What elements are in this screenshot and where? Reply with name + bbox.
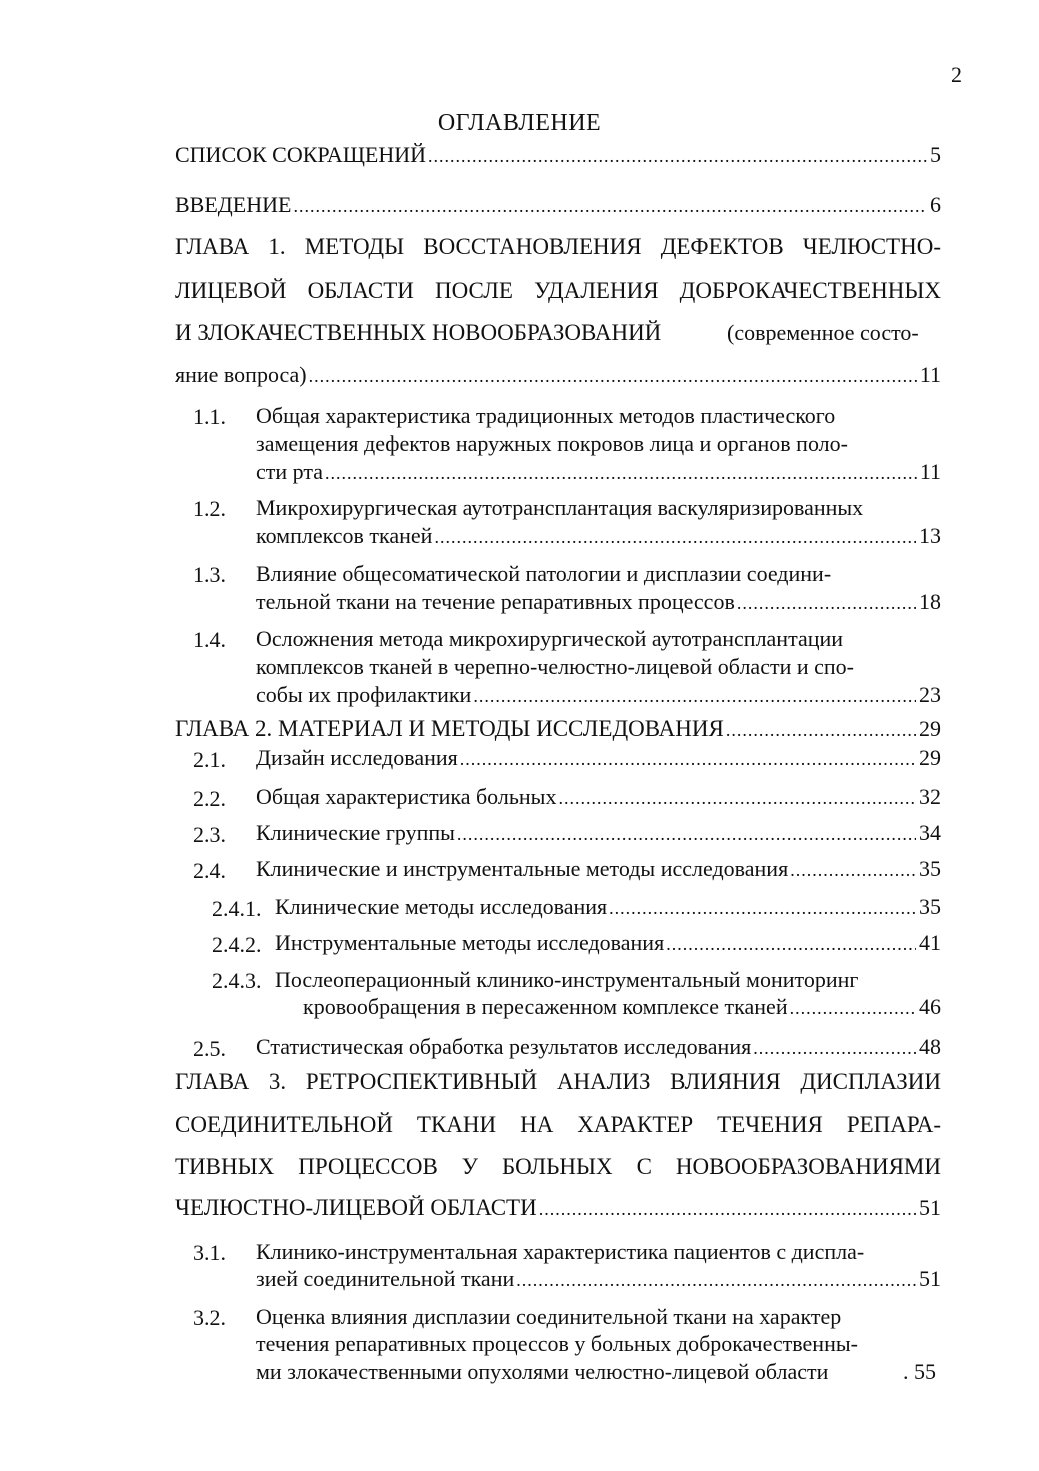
section-title-line[interactable]: Общая характеристика традиционных методов пластического <box>256 403 836 428</box>
toc-entry-chapter-2[interactable] <box>175 716 941 742</box>
toc-entry-section-2-4-2[interactable] <box>275 930 941 956</box>
toc-page-number: 13 <box>919 523 941 548</box>
section-title-line[interactable]: ми злокачественными опухолями челюстно-лицевой области <box>256 1359 829 1384</box>
leader-dots <box>609 898 916 919</box>
leader-dots <box>460 749 916 770</box>
toc-entry-label: Статистическая обработка результатов исследования <box>256 1034 752 1059</box>
toc-entry-section-1-1[interactable] <box>256 459 941 485</box>
chapter-1-heading-line[interactable]: ЛИЦЕВОЙ ОБЛАСТИ ПОСЛЕ УДАЛЕНИЯ ДОБРОКАЧЕСТВЕННЫХ <box>175 278 941 303</box>
toc-page-number: 35 <box>919 894 941 919</box>
toc-entry-section-2-2[interactable] <box>256 784 941 810</box>
toc-entry-section-2-3[interactable] <box>256 820 941 846</box>
toc-entry-label: Клинические методы исследования <box>275 894 608 919</box>
chapter-1-heading-line[interactable]: И ЗЛОКАЧЕСТВЕННЫХ НОВООБРАЗОВАНИЙ <box>175 320 662 345</box>
leader-dots <box>457 824 916 845</box>
toc-page-number: 11 <box>919 459 941 484</box>
toc-page-number: 46 <box>919 994 941 1019</box>
section-title-line[interactable]: течения репаративных процессов у больных доброкачественны- <box>256 1331 858 1356</box>
section-number: 1.2. <box>193 496 226 521</box>
toc-page-number: 11 <box>919 362 941 387</box>
toc-entry-label: Дизайн исследования <box>256 745 458 770</box>
toc-entry-section-2-1[interactable] <box>256 745 941 771</box>
toc-page-number: 51 <box>919 1266 941 1291</box>
toc-entry-section-2-4-1[interactable] <box>275 894 941 920</box>
toc-page-number: 6 <box>930 192 941 217</box>
leader-dots <box>666 934 916 955</box>
toc-title: ОГЛАВЛЕНИЕ <box>437 110 602 136</box>
section-number: 1.4. <box>193 627 226 652</box>
leader-dots <box>516 1270 916 1291</box>
toc-page-number: 41 <box>919 930 941 955</box>
section-number: 2.3. <box>193 822 226 847</box>
chapter-1-heading-line[interactable]: (современное состо- <box>727 320 919 345</box>
section-number: 3.1. <box>193 1240 226 1265</box>
toc-entry-label: ВВЕДЕНИЕ <box>175 192 292 217</box>
section-number: 1.3. <box>193 562 226 587</box>
leader-dots <box>293 196 927 217</box>
toc-entry-chapter-3[interactable] <box>175 1195 941 1221</box>
toc-entry-section-2-4[interactable] <box>256 856 941 882</box>
page-number: 2 <box>951 62 962 87</box>
leader-dots <box>753 1038 916 1059</box>
toc-page-number: 18 <box>919 589 941 614</box>
section-number: 3.2. <box>193 1305 226 1330</box>
toc-page-number: . 55 <box>903 1359 936 1384</box>
leader-dots <box>539 1199 916 1220</box>
leader-dots <box>737 593 916 614</box>
leader-dots <box>434 527 916 548</box>
toc-entry-label: тельной ткани на течение репаративных процессов <box>256 589 735 614</box>
leader-dots <box>790 860 916 881</box>
leader-dots <box>726 720 916 741</box>
toc-page-number: 23 <box>919 682 941 707</box>
toc-page-number: 34 <box>919 820 941 845</box>
subsection-number: 2.4.1. <box>212 896 262 921</box>
toc-entry-label: комплексов тканей <box>256 523 433 548</box>
section-title-line[interactable]: Микрохирургическая аутотрансплантация васкуляризированных <box>256 495 864 520</box>
chapter-3-heading-line[interactable]: ГЛАВА 3. РЕТРОСПЕКТИВНЫЙ АНАЛИЗ ВЛИЯНИЯ ДИСПЛАЗИИ <box>175 1069 941 1094</box>
toc-page-number: 5 <box>930 142 941 167</box>
section-number: 1.1. <box>193 404 226 429</box>
toc-entry-label: яние вопроса) <box>175 362 307 387</box>
section-title-line[interactable]: комплексов тканей в черепно-челюстно-лицевой области и спо- <box>256 654 854 679</box>
toc-entry-label: СПИСОК СОКРАЩЕНИЙ <box>175 142 427 167</box>
toc-page-number: 29 <box>919 716 941 741</box>
toc-entry-section-1-4[interactable] <box>256 682 941 708</box>
chapter-1-heading-line[interactable]: ГЛАВА 1. МЕТОДЫ ВОССТАНОВЛЕНИЯ ДЕФЕКТОВ ЧЕЛЮСТНО- <box>175 234 941 259</box>
toc-entry-label: ЧЕЛЮСТНО-ЛИЦЕВОЙ ОБЛАСТИ <box>175 1195 537 1220</box>
leader-dots <box>558 788 916 809</box>
section-title-line[interactable]: Оценка влияния дисплазии соединительной ткани на характер <box>256 1304 842 1329</box>
section-number: 2.2. <box>193 786 226 811</box>
section-number: 2.1. <box>193 747 226 772</box>
section-number: 2.5. <box>193 1036 226 1061</box>
leader-dots <box>428 146 927 167</box>
toc-page-number: 29 <box>919 745 941 770</box>
toc-page-number: 32 <box>919 784 941 809</box>
toc-entry-abbreviations[interactable] <box>175 142 941 168</box>
toc-page-number: 35 <box>919 856 941 881</box>
toc-entry-chapter-1[interactable] <box>175 362 941 388</box>
section-title-line[interactable]: Влияние общесоматической патологии и дисплазии соедини- <box>256 561 832 586</box>
leader-dots <box>325 463 917 484</box>
toc-entry-label: зией соединительной ткани <box>256 1266 515 1291</box>
chapter-3-heading-line[interactable]: СОЕДИНИТЕЛЬНОЙ ТКАНИ НА ХАРАКТЕР ТЕЧЕНИЯ РЕПАРА- <box>175 1112 941 1137</box>
toc-entry-label: кровообращения в пересаженном комплексе тканей <box>303 994 788 1019</box>
subsection-number: 2.4.3. <box>212 968 262 993</box>
toc-entry-section-1-3[interactable] <box>256 589 941 615</box>
toc-entry-label: ГЛАВА 2. МАТЕРИАЛ И МЕТОДЫ ИССЛЕДОВАНИЯ <box>175 716 724 741</box>
leader-dots <box>309 366 917 387</box>
leader-dots <box>790 998 916 1019</box>
toc-entry-introduction[interactable] <box>175 192 941 218</box>
section-title-line[interactable]: замещения дефектов наружных покровов лица и органов поло- <box>256 431 848 456</box>
leader-dots <box>473 686 916 707</box>
toc-entry-label: Общая характеристика больных <box>256 784 557 809</box>
toc-page-number: 51 <box>919 1195 941 1220</box>
toc-entry-section-3-1[interactable] <box>256 1266 941 1292</box>
toc-entry-label: Инструментальные методы исследования <box>275 930 665 955</box>
toc-entry-section-2-4-3[interactable] <box>303 994 941 1020</box>
toc-page-number: 48 <box>919 1034 941 1059</box>
section-title-line[interactable]: Клинико-инструментальная характеристика пациентов с диспла- <box>256 1239 865 1264</box>
toc-entry-label: Клинические и инструментальные методы исследования <box>256 856 789 881</box>
section-title-line[interactable]: Послеоперационный клинико-инструментальный мониторинг <box>275 967 859 992</box>
section-number: 2.4. <box>193 858 226 883</box>
section-title-line[interactable]: Осложнения метода микрохирургической аутотрансплантации <box>256 626 844 651</box>
subsection-number: 2.4.2. <box>212 932 262 957</box>
toc-entry-label: сти рта <box>256 459 324 484</box>
toc-entry-section-1-2[interactable] <box>256 523 941 549</box>
toc-entry-label: Клинические группы <box>256 820 455 845</box>
chapter-3-heading-line[interactable]: ТИВНЫХ ПРОЦЕССОВ У БОЛЬНЫХ С НОВООБРАЗОВАНИЯМИ <box>175 1154 941 1179</box>
toc-entry-section-2-5[interactable] <box>256 1034 941 1060</box>
toc-entry-label: собы их профилактики <box>256 682 472 707</box>
